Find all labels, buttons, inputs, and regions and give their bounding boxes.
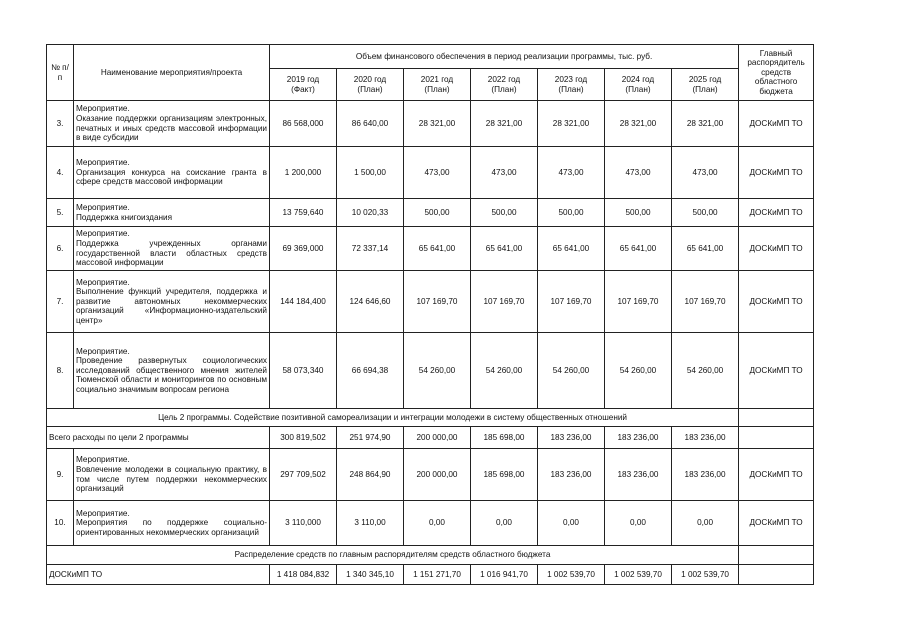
funding-value: 107 169,70 <box>672 271 739 333</box>
funding-value: 54 260,00 <box>672 333 739 409</box>
activity-name <box>74 227 270 271</box>
row-number: 3. <box>47 101 74 147</box>
table-row <box>47 333 814 409</box>
goal2-total-row <box>47 427 814 449</box>
total-label: Всего расходы по цели 2 программы <box>47 427 270 449</box>
year-header <box>605 69 672 101</box>
activity-head: Мероприятие. <box>76 229 130 239</box>
funding-value: 183 236,00 <box>605 449 672 501</box>
activity-description: Мероприятия по поддержке социально-ориентированных некоммерческих организаций <box>76 518 267 537</box>
year-label: 2025 год <box>688 74 722 84</box>
funding-value: 65 641,00 <box>605 227 672 271</box>
table-row <box>47 227 814 271</box>
funding-value: 65 641,00 <box>538 227 605 271</box>
owner-cell: ДОСКиМП ТО <box>739 147 814 199</box>
col-owner-header: Главный распорядитель средств областного бюджета <box>739 45 814 101</box>
row-number: 7. <box>47 271 74 333</box>
activity-head: Мероприятие. <box>76 158 130 168</box>
funding-table <box>46 44 814 585</box>
col-funding-header: Объем финансового обеспечения в период реализации программы, тыс. руб. <box>270 45 739 69</box>
funding-value: 65 641,00 <box>404 227 471 271</box>
funding-value: 0,00 <box>538 501 605 546</box>
activity-name <box>74 101 270 147</box>
year-label: 2019 год <box>286 74 320 84</box>
funding-value: 500,00 <box>471 199 538 227</box>
activity-head: Мероприятие. <box>76 346 130 356</box>
activity-name <box>74 271 270 333</box>
funding-value: 144 184,400 <box>270 271 337 333</box>
funding-value: 500,00 <box>672 199 739 227</box>
year-type: (План) <box>424 84 450 94</box>
table-row <box>47 501 814 546</box>
activity-head: Мероприятие. <box>76 455 130 465</box>
funding-value: 65 641,00 <box>672 227 739 271</box>
funding-value: 107 169,70 <box>471 271 538 333</box>
total-value: 300 819,502 <box>270 427 337 449</box>
funding-value: 0,00 <box>672 501 739 546</box>
total-value: 251 974,90 <box>337 427 404 449</box>
total-value: 1 016 941,70 <box>471 565 538 585</box>
funding-value: 66 694,38 <box>337 333 404 409</box>
year-label: 2020 год <box>353 74 387 84</box>
funding-value: 65 641,00 <box>471 227 538 271</box>
funding-value: 86 640,00 <box>337 101 404 147</box>
activity-head: Мероприятие. <box>76 508 130 518</box>
funding-value: 28 321,00 <box>605 101 672 147</box>
year-label: 2022 год <box>487 74 521 84</box>
owner-cell: ДОСКиМП ТО <box>739 199 814 227</box>
row-number: 8. <box>47 333 74 409</box>
goal2-title-row <box>47 409 814 427</box>
year-type: (План) <box>558 84 584 94</box>
distribution-total-row <box>47 565 814 585</box>
year-label: 2021 год <box>420 74 454 84</box>
owner-cell: ДОСКиМП ТО <box>739 501 814 546</box>
funding-value: 0,00 <box>471 501 538 546</box>
activity-name <box>74 501 270 546</box>
table-row <box>47 101 814 147</box>
activity-description: Вовлечение молодежи в социальную практику, в том числе путем поддержки некоммерческих организаций <box>76 464 267 494</box>
table-row <box>47 147 814 199</box>
funding-value: 1 500,00 <box>337 147 404 199</box>
funding-value: 473,00 <box>538 147 605 199</box>
funding-value: 297 709,502 <box>270 449 337 501</box>
owner-cell: ДОСКиМП ТО <box>739 333 814 409</box>
total-value: 1 151 271,70 <box>404 565 471 585</box>
activity-description: Поддержка книгоиздания <box>76 212 173 222</box>
row-number: 6. <box>47 227 74 271</box>
row-number: 4. <box>47 147 74 199</box>
distribution-title: Распределение средств по главным распорядителям средств областного бюджета <box>47 546 739 565</box>
funding-value: 500,00 <box>404 199 471 227</box>
total-value: 185 698,00 <box>471 427 538 449</box>
funding-value: 10 020,33 <box>337 199 404 227</box>
owner-cell: ДОСКиМП ТО <box>739 449 814 501</box>
funding-value: 0,00 <box>605 501 672 546</box>
funding-value: 69 369,000 <box>270 227 337 271</box>
year-header <box>672 69 739 101</box>
funding-value: 0,00 <box>404 501 471 546</box>
year-type: (Факт) <box>291 84 315 94</box>
funding-value: 124 646,60 <box>337 271 404 333</box>
total-value: 1 002 539,70 <box>605 565 672 585</box>
activity-description: Организация конкурса на соискание гранта в сфере средств массовой информации <box>76 167 267 187</box>
distribution-title-row <box>47 546 814 565</box>
col-num-header: № п/п <box>47 45 74 101</box>
funding-value: 500,00 <box>605 199 672 227</box>
funding-value: 473,00 <box>404 147 471 199</box>
funding-value: 1 200,000 <box>270 147 337 199</box>
activity-name <box>74 333 270 409</box>
funding-value: 54 260,00 <box>404 333 471 409</box>
activity-description: Выполнение функций учредителя, поддержка и развитие автономных некоммерческих организаций «Информационно-издательский центр» <box>76 287 267 325</box>
funding-value: 54 260,00 <box>605 333 672 409</box>
year-header <box>404 69 471 101</box>
activity-head: Мероприятие. <box>76 277 130 287</box>
total-label: ДОСКиМП ТО <box>47 565 270 585</box>
total-value: 183 236,00 <box>538 427 605 449</box>
owner-cell: ДОСКиМП ТО <box>739 227 814 271</box>
funding-value: 72 337,14 <box>337 227 404 271</box>
row-number: 5. <box>47 199 74 227</box>
funding-value: 185 698,00 <box>471 449 538 501</box>
funding-value: 473,00 <box>471 147 538 199</box>
activity-description: Проведение развернутых социологических исследований общественного мнения жителей Тюменской области и мониторингов по основным социально значимым вопросам региона <box>76 356 267 394</box>
funding-value: 107 169,70 <box>605 271 672 333</box>
year-type: (План) <box>491 84 517 94</box>
activity-name <box>74 147 270 199</box>
table-row <box>47 271 814 333</box>
year-label: 2023 год <box>554 74 588 84</box>
funding-value: 183 236,00 <box>538 449 605 501</box>
activity-description: Оказание поддержки организациям электронных, печатных и иных средств массовой информации в виде субсидии <box>76 113 267 143</box>
goal2-title: Цель 2 программы. Содействие позитивной самореализации и интеграции молодежи в систему общественных отношений <box>47 409 739 427</box>
funding-value: 473,00 <box>605 147 672 199</box>
funding-value: 28 321,00 <box>471 101 538 147</box>
year-header <box>538 69 605 101</box>
funding-value: 107 169,70 <box>538 271 605 333</box>
row-number: 9. <box>47 449 74 501</box>
funding-value: 473,00 <box>672 147 739 199</box>
activity-head: Мероприятие. <box>76 202 130 212</box>
total-value: 183 236,00 <box>605 427 672 449</box>
year-header <box>337 69 404 101</box>
year-header <box>471 69 538 101</box>
owner-cell: ДОСКиМП ТО <box>739 101 814 147</box>
year-type: (План) <box>357 84 383 94</box>
activity-head: Мероприятие. <box>76 104 130 114</box>
funding-value: 500,00 <box>538 199 605 227</box>
funding-value: 3 110,00 <box>337 501 404 546</box>
funding-value: 28 321,00 <box>538 101 605 147</box>
year-label: 2024 год <box>621 74 655 84</box>
funding-value: 3 110,000 <box>270 501 337 546</box>
funding-value: 183 236,00 <box>672 449 739 501</box>
header-row-top <box>47 45 814 69</box>
total-value: 183 236,00 <box>672 427 739 449</box>
activity-description: Поддержка учрежденных органами государственной власти областных средств массовой информации <box>76 238 267 268</box>
table-row <box>47 199 814 227</box>
funding-value: 54 260,00 <box>471 333 538 409</box>
funding-value: 107 169,70 <box>404 271 471 333</box>
total-value: 1 418 084,832 <box>270 565 337 585</box>
year-header <box>270 69 337 101</box>
funding-value: 200 000,00 <box>404 449 471 501</box>
funding-value: 58 073,340 <box>270 333 337 409</box>
funding-value: 86 568,000 <box>270 101 337 147</box>
activity-name <box>74 199 270 227</box>
owner-cell: ДОСКиМП ТО <box>739 271 814 333</box>
activity-name <box>74 449 270 501</box>
year-type: (План) <box>692 84 718 94</box>
col-name-header: Наименование мероприятия/проекта <box>74 45 270 101</box>
funding-value: 248 864,90 <box>337 449 404 501</box>
year-type: (План) <box>625 84 651 94</box>
total-value: 200 000,00 <box>404 427 471 449</box>
total-value: 1 340 345,10 <box>337 565 404 585</box>
funding-value: 28 321,00 <box>672 101 739 147</box>
funding-value: 28 321,00 <box>404 101 471 147</box>
table-row <box>47 449 814 501</box>
row-number: 10. <box>47 501 74 546</box>
funding-value: 13 759,640 <box>270 199 337 227</box>
funding-value: 54 260,00 <box>538 333 605 409</box>
total-value: 1 002 539,70 <box>538 565 605 585</box>
total-value: 1 002 539,70 <box>672 565 739 585</box>
